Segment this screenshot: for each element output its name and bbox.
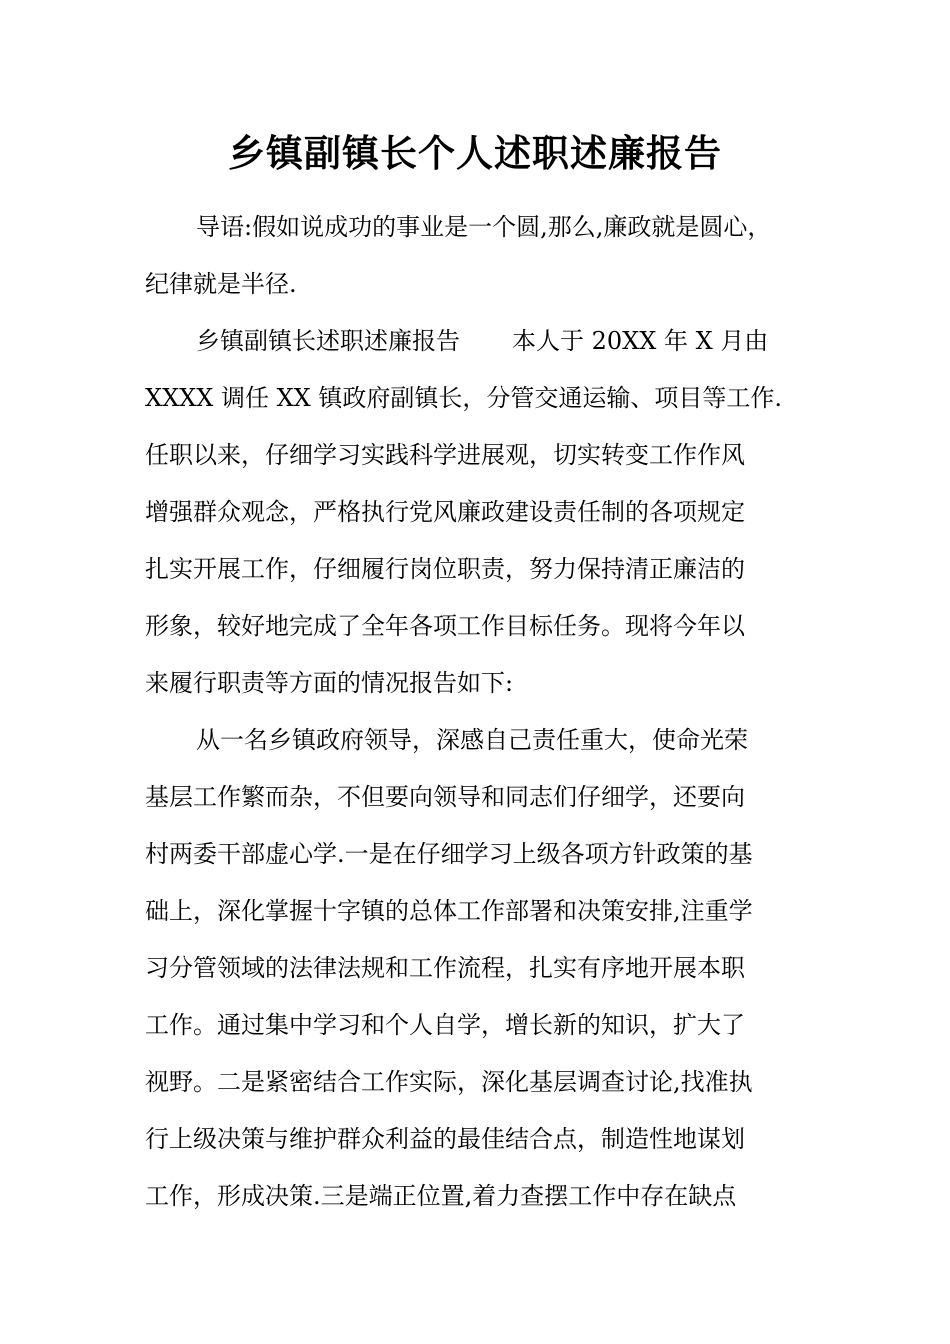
paragraph-line: 来履行职责等方面的情况报告如下: — [145, 669, 514, 697]
paragraph-line: 工作，形成决策.三是端正位置,着力查摆工作中存在缺点 — [145, 1182, 737, 1210]
paragraph-line: 基层工作繁而杂，不但要向领导和同志们仔细学，还要向 — [145, 783, 745, 811]
paragraph-line: 导语:假如说成功的事业是一个圆,那么,廉政就是圆心， — [196, 213, 772, 241]
paragraph-line: 视野。二是紧密结合工作实际，深化基层调查讨论,找准执 — [145, 1068, 753, 1096]
paragraph-line: 习分管领域的法律法规和工作流程，扎实有序地开展本职 — [145, 954, 745, 982]
paragraph-line: 增强群众观念，严格执行党风廉政建设责任制的各项规定 — [145, 498, 745, 526]
paragraph-line: 从一名乡镇政府领导，深感自己责任重大，使命光荣 — [196, 726, 748, 754]
paragraph-text: 本人于 20XX 年 X 月由 — [512, 327, 769, 355]
report-subtitle: 乡镇副镇长述职述廉报告 — [196, 327, 460, 355]
document-title: 乡镇副镇长个人述职述廉报告 — [228, 132, 722, 175]
paragraph-line: 工作。通过集中学习和个人自学，增长新的知识，扩大了 — [145, 1011, 745, 1039]
paragraph-line: 任职以来，仔细学习实践科学进展观，切实转变工作作风 — [145, 441, 745, 469]
paragraph-line-with-gap — [196, 321, 768, 361]
paragraph-line: 纪律就是半径. — [145, 270, 297, 298]
paragraph-line: 础上，深化掌握十字镇的总体工作部署和决策安排,注重学 — [145, 897, 753, 925]
paragraph-line: 行上级决策与维护群众利益的最佳结合点，制造性地谋划 — [145, 1125, 745, 1153]
paragraph-line: 形象，较好地完成了全年各项工作目标任务。现将今年以 — [145, 612, 745, 640]
paragraph-line: XXXX 调任 XX 镇政府副镇长，分管交通运输、项目等工作. — [145, 384, 783, 412]
paragraph-line: 扎实开展工作，仔细履行岗位职责，努力保持清正廉洁的 — [145, 555, 745, 583]
paragraph-line: 村两委干部虚心学.一是在仔细学习上级各项方针政策的基 — [145, 840, 753, 868]
